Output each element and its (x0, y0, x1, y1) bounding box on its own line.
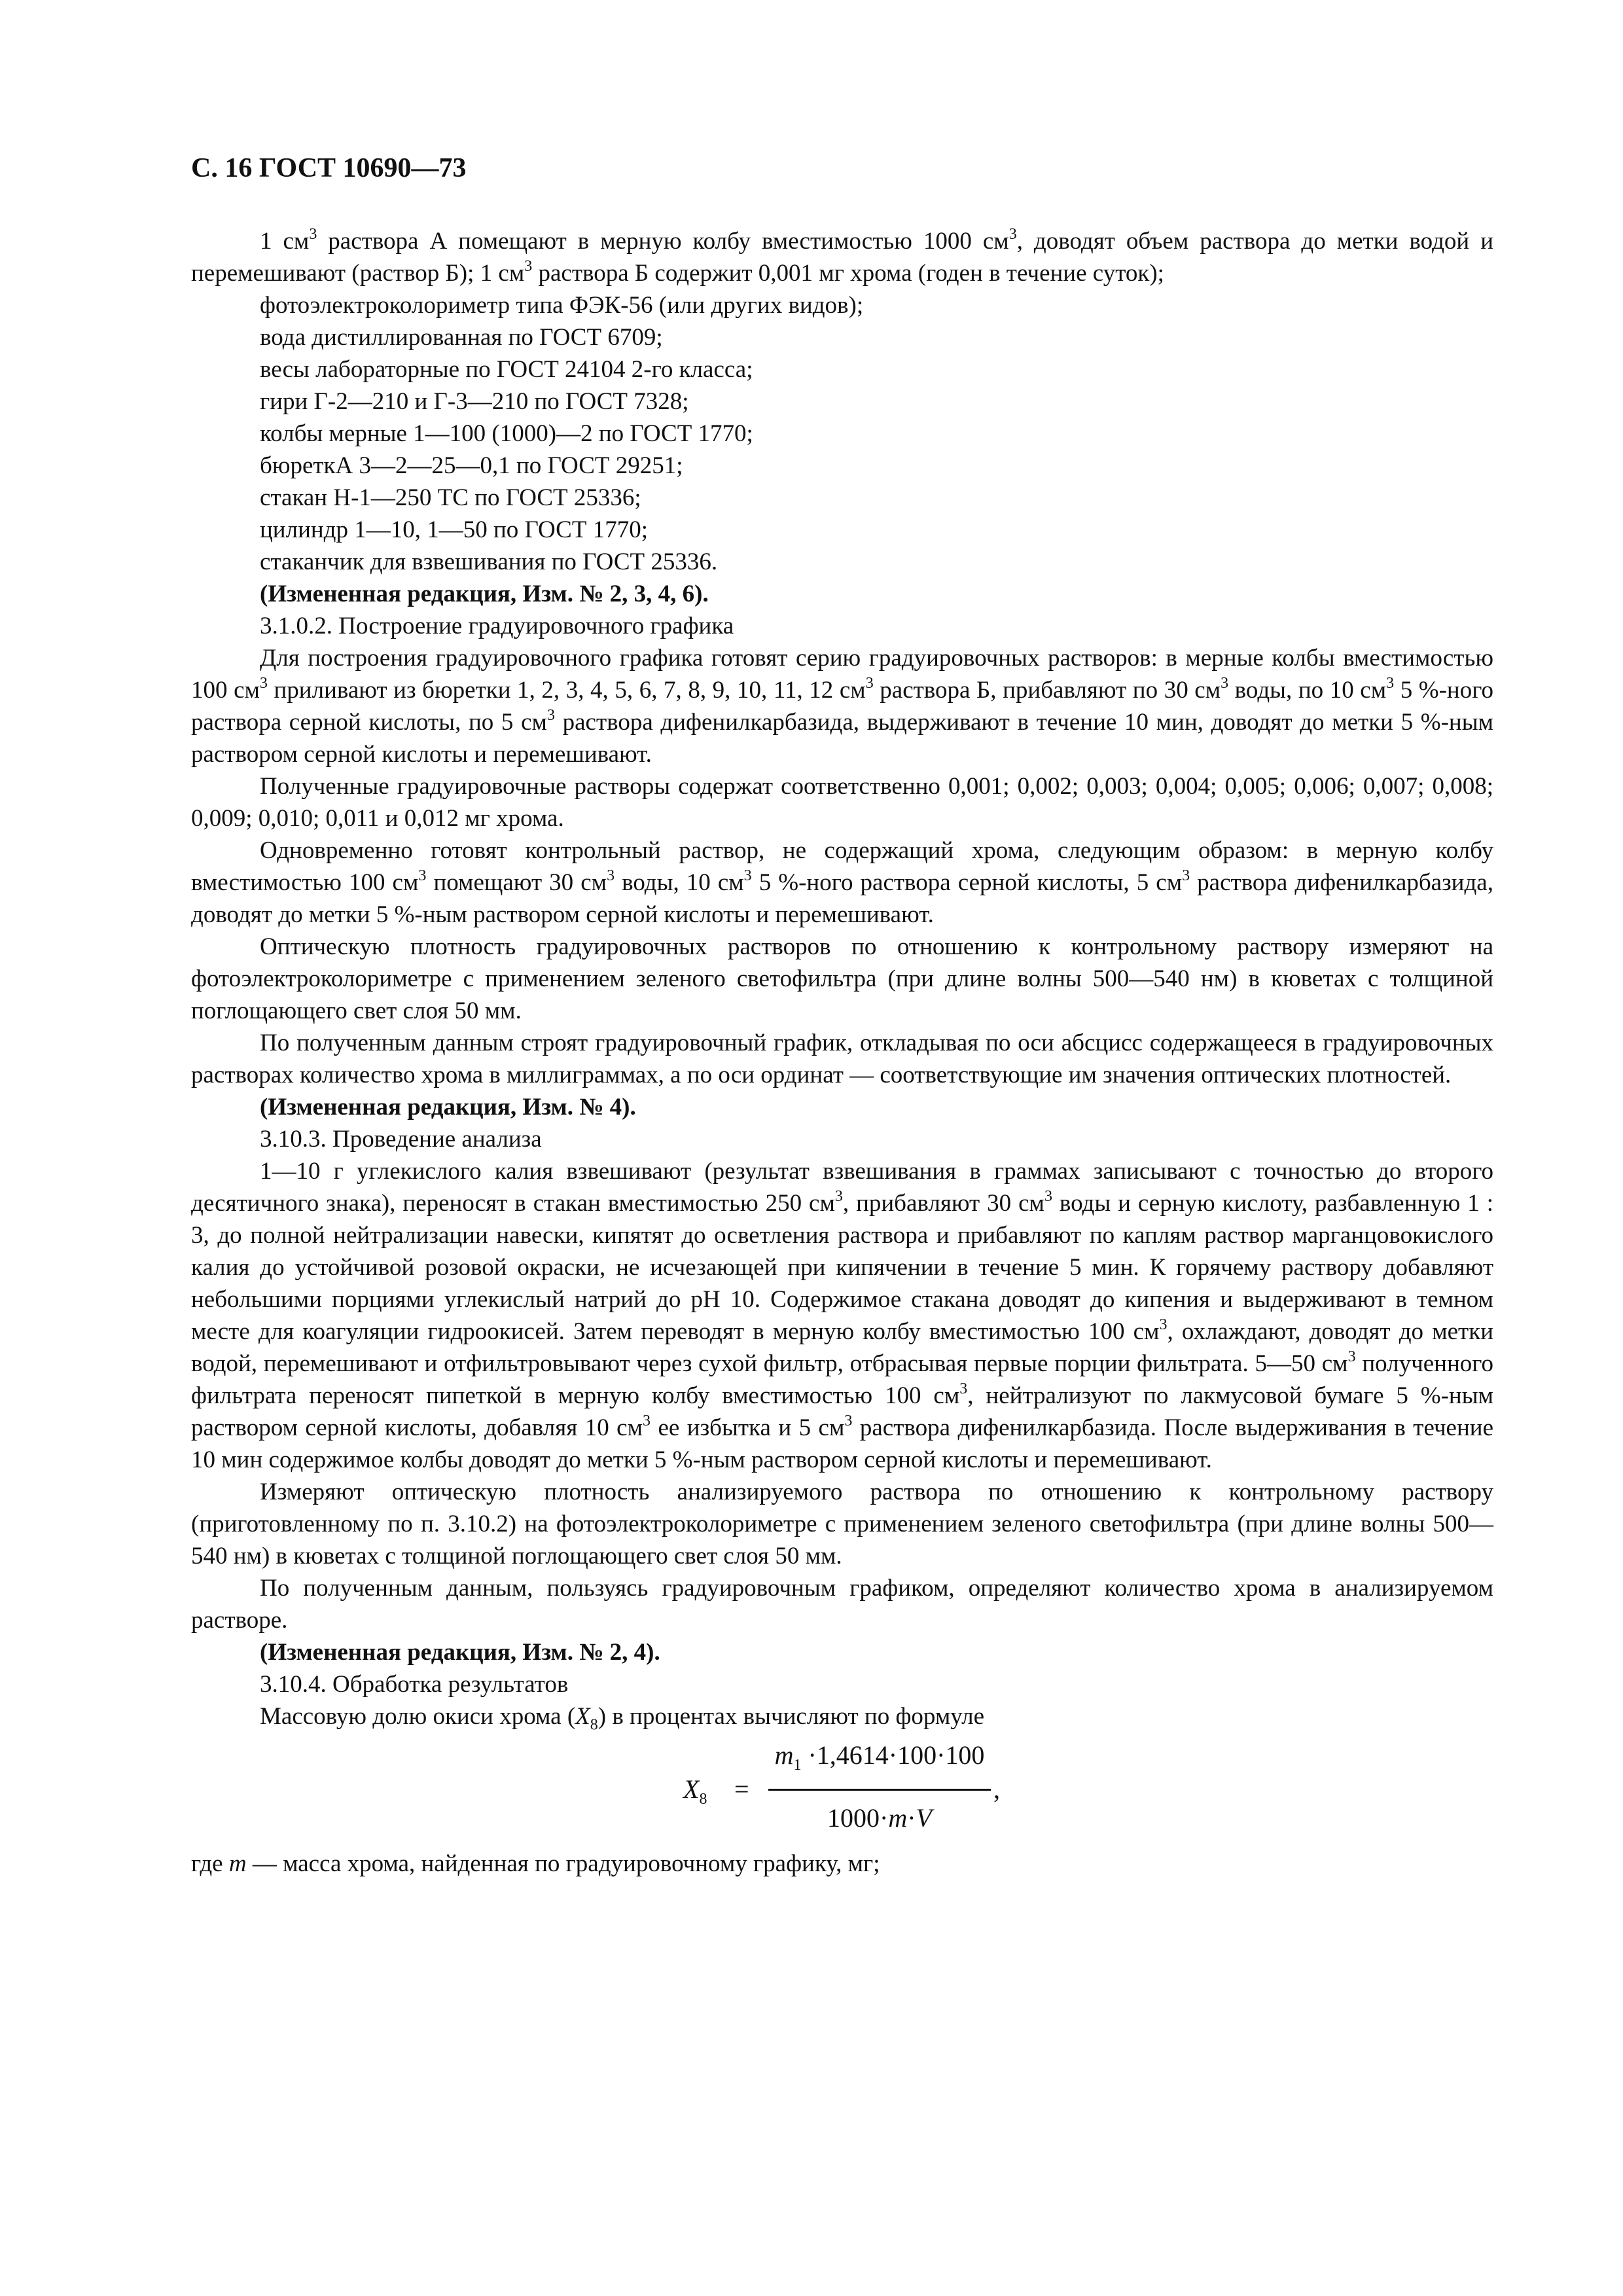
section-heading: 3.1.0.2. Построение градуировочного графика (260, 613, 734, 639)
equipment-list-item: весы лабораторные по ГОСТ 24104 2-го класса; (260, 356, 753, 383)
fraction-bar (768, 1789, 991, 1791)
document-body (191, 225, 1493, 1880)
equipment-list-item: цилиндр 1—10, 1—50 по ГОСТ 1770; (260, 516, 648, 543)
paragraph-measure: Измеряют оптическую плотность анализируемого раствора по отношению к контрольному раствору (приготовленному по п. 3.10.2) на фотоэлектроколориметре с применением зеленого светофильтра (при длине волны 500—540 нм) в кюветах с толщиной поглощающего свет слоя 50 мм. (191, 1479, 1493, 1570)
formula-numerator: $m_1 \cdot 1,4614\cdot 100\cdot 100$ (774, 1740, 985, 1774)
equipment-list (191, 289, 1493, 578)
revision-note: (Измененная редакция, Изм. № 4). (260, 1094, 636, 1121)
formula-lhs: $X_8$ (683, 1774, 707, 1808)
paragraph-where: где m — масса хрома, найденная по градуировочному графику, мг; (191, 1850, 880, 1877)
section-heading: 3.10.4. Обработка результатов (260, 1671, 569, 1698)
formula-comma: , (993, 1774, 1000, 1804)
equipment-list-item: стаканчик для взвешивания по ГОСТ 25336. (260, 548, 718, 575)
paragraph-determine: По полученным данным, пользуясь градуировочным графиком, определяют количество хрома в анализируемом растворе. (191, 1575, 1493, 1634)
page-header: С. 16 ГОСТ 10690—73 (191, 153, 467, 183)
paragraph-solution-b: 1 $см^3$ раствора А помещают в мерную колбу вместимостью 1000 $см^3$, доводят объем раствора до метки водой и перемешивают (раствор Б); 1 $см^3$ раствора Б содержит 0,001 мг хрома (годен в течение суток); (191, 225, 1493, 287)
equipment-list-item: стакан Н-1—250 ТС по ГОСТ 25336; (260, 484, 641, 511)
equipment-list-item: фотоэлектроколориметр типа ФЭК-56 (или других видов); (260, 292, 864, 319)
equipment-list-item: колбы мерные 1—100 (1000)—2 по ГОСТ 1770; (260, 420, 753, 447)
equipment-list-item: гири Г-2—210 и Г-3—210 по ГОСТ 7328; (260, 388, 689, 415)
formula-equals: = (734, 1774, 749, 1804)
paragraph-analysis: 1—10 г углекислого калия взвешивают (результат взвешивания в граммах записывают с точностью до второго десятичного знака), переносят в стакан вместимостью 250 $см^3$, прибавляют 30 $см^3$ воды и серную кислоту, разбавленную 1 : 3, до полной нейтрализации навески, кипятят до осветления раствора и прибавляют по каплям раствор марганцовокислого калия до устойчивой розовой окраски, не исчезающей при кипячении в течение 5 мин. К горячему раствору добавляют небольшими порциями углекислый натрий до pH 10. Содержимое стакана доводят до кипения и выдерживают в темном месте для коагуляции гидроокисей. Затем переводят в мерную колбу вместимостью 100 $см^3$, охлаждают, доводят до метки водой, перемешивают и отфильтровывают через сухой фильтр, отбрасывая первые порции фильтрата. 5—50 $см^3$ полученного фильтрата переносят пипеткой в мерную колбу вместимостью 100 $см^3$, нейтрализуют по лакмусовой бумаге 5 %-ным раствором серной кислоты, добавляя 10 $см^3$ ее избытка и 5 $см^3$ раствора дифенилкарбазида. После выдерживания в течение 10 мин содержимое колбы доводят до метки 5 %-ным раствором серной кислоты и перемешивают. (191, 1158, 1494, 1473)
paragraph-formula-intro: Массовую долю окиси хрома $(X_8)$ в процентах вычисляют по формуле (260, 1703, 985, 1734)
paragraph-calibration: Для построения градуировочного графика готовят серию градуировочных растворов: в мерные колбы вместимостью 100 $см^3$ приливают из бюретки 1, 2, 3, 4, 5, 6, 7, 8, 9, 10, 11, 12 $см^3$ раствора Б, прибавляют по 30 $см^3$ воды, по 10 $см^3$ 5 %-ного раствора серной кислоты, по 5 $см^3$ раствора дифенилкарбазида, выдерживают в течение 10 мин, доводят до метки 5 %-ным раствором серной кислоты и перемешивают. (191, 645, 1493, 768)
revision-note: (Измененная редакция, Изм. № 2, 4). (260, 1639, 660, 1666)
section-heading: 3.10.3. Проведение анализа (260, 1126, 542, 1153)
revision-note: (Измененная редакция, Изм. № 2, 3, 4, 6). (260, 581, 709, 607)
paragraph-optical-density: Оптическую плотность градуировочных растворов по отношению к контрольному раствору измеряют на фотоэлектроколориметре с применением зеленого светофильтра (при длине волны 500—540 нм) в кюветах с толщиной поглощающего свет слоя 50 мм. (191, 933, 1493, 1024)
formula (191, 1732, 1493, 1848)
paragraph-control-solution: Одновременно готовят контрольный раствор, не содержащий хрома, следующим образом: в мерную колбу вместимостью 100 $см^3$ помещают 30 $см^3$ воды, 10 $см^3$ 5 %-ного раствора серной кислоты, 5 $см^3$ раствора дифенилкарбазида, доводят до метки 5 %-ным раствором серной кислоты и перемешивают. (191, 837, 1493, 928)
paragraph-calibration-values: Полученные градуировочные растворы содержат соответственно 0,001; 0,002; 0,003; 0,004; 0,005; 0,006; 0,007; 0,008; 0,009; 0,010; 0,011 и 0,012 мг хрома. (191, 773, 1493, 832)
paragraph-graph: По полученным данным строят градуировочный график, откладывая по оси абсцисс содержащееся в градуировочных растворах количество хрома в миллиграммах, а по оси ординат — соответствующие им значения оптических плотностей. (191, 1030, 1493, 1088)
formula-denominator: 1000·m·V (827, 1803, 932, 1833)
equipment-list-item: вода дистиллированная по ГОСТ 6709; (260, 324, 663, 351)
equipment-list-item: бюреткА 3—2—25—0,1 по ГОСТ 29251; (260, 452, 683, 479)
